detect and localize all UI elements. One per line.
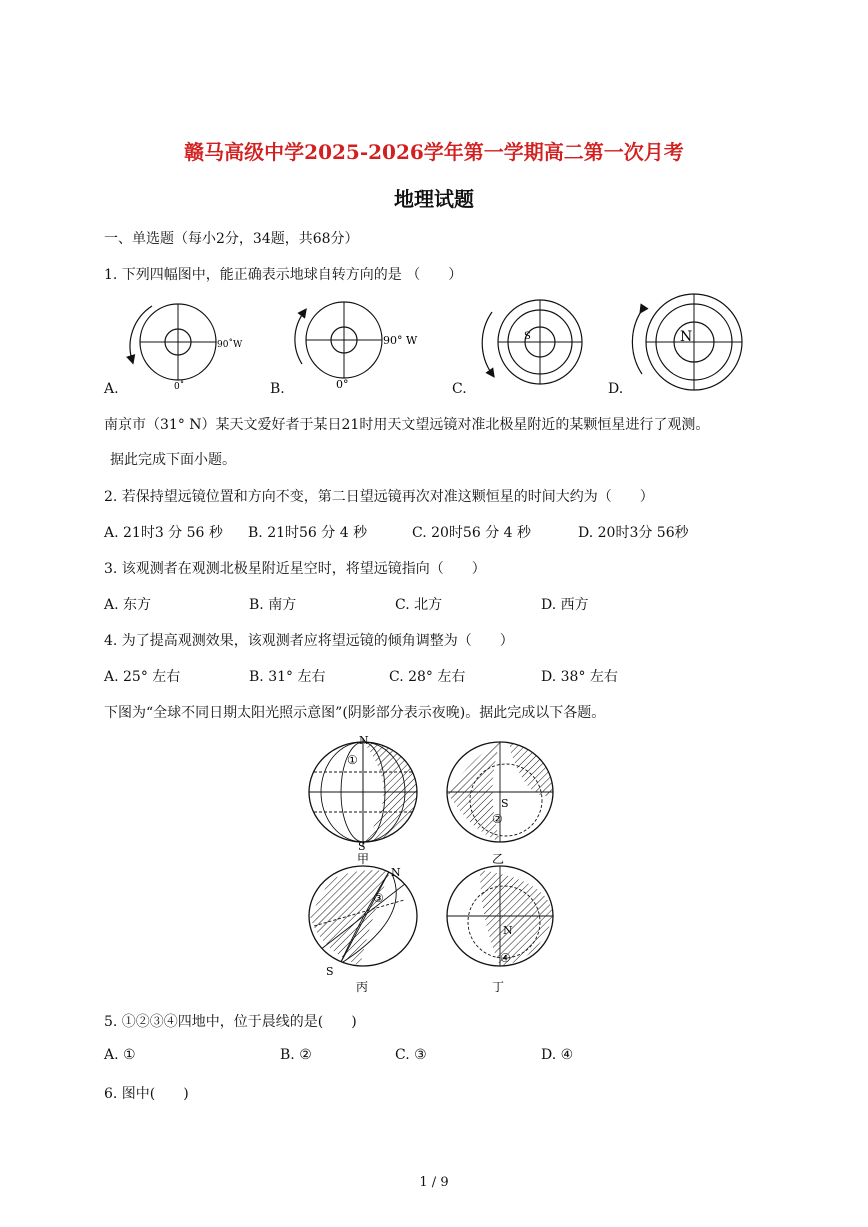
q2-stem: 2. 若保持望远镜位置和方向不变，第二日望远镜再次对准这颗恒星的时间大约为（ ） bbox=[104, 489, 654, 505]
page-number: 1 / 9 bbox=[419, 1175, 449, 1190]
q5-option-b: B. ② bbox=[280, 1047, 312, 1063]
q4-stem: 4. 为了提高观测效果，该观测者应将望远镜的倾角调整为（ ） bbox=[104, 633, 514, 649]
q5-option-a: A. ① bbox=[104, 1047, 136, 1063]
q3-stem: 3. 该观测者在观测北极星附近星空时，将望远镜指向（ ） bbox=[104, 561, 486, 577]
globe-yi bbox=[447, 742, 560, 866]
figure-b bbox=[295, 302, 418, 391]
section-heading: 一、单选题（每小2分，34题，共68分） bbox=[104, 231, 359, 247]
q5-option-d: D. ④ bbox=[541, 1047, 574, 1063]
q1-option-b: B. bbox=[270, 381, 285, 397]
q1-option-a: A. bbox=[104, 381, 119, 397]
q2-option-b: B. 21时56 分 4 秒 bbox=[248, 525, 368, 541]
q2-option-a: A. 21时3 分 56 秒 bbox=[104, 525, 223, 541]
ding-label: 丁 bbox=[492, 980, 505, 994]
q3-option-b: B. 南方 bbox=[249, 597, 297, 613]
jia-south-label: S bbox=[358, 840, 366, 853]
q3-option-c: C. 北方 bbox=[395, 597, 443, 613]
context-1-line-1: 南京市（31° N）某天文爱好者于某日21时用天文望远镜对准北极星附近的某颗恒星进行了观测。 bbox=[104, 417, 710, 433]
q3-option-a: A. 东方 bbox=[104, 597, 152, 613]
fig-a-meridian-label: 90˚W bbox=[217, 340, 243, 350]
q1-figures bbox=[100, 292, 760, 402]
q4-option-d: D. 38° 左右 bbox=[541, 669, 618, 685]
q5-stem: 5. ①②③④四地中，位于晨线的是( ) bbox=[104, 1014, 357, 1030]
fig-b-meridian-label: 90° W bbox=[383, 334, 418, 347]
q1-stem: 1. 下列四幅图中，能正确表示地球自转方向的是 （ ） bbox=[104, 267, 463, 283]
fig-a-zero-label: 0˚ bbox=[174, 382, 185, 392]
figure-a bbox=[130, 304, 243, 392]
ding-point-4: ④ bbox=[500, 951, 511, 965]
bing-point-3: ③ bbox=[373, 891, 384, 905]
bing-south-label: S bbox=[326, 965, 334, 978]
bing-label: 丙 bbox=[356, 980, 369, 994]
globe-jia bbox=[309, 734, 430, 866]
jia-point-1: ① bbox=[347, 753, 358, 767]
globe-bing bbox=[309, 866, 417, 994]
yi-point-2: ② bbox=[492, 812, 503, 826]
q1-option-d: D. bbox=[608, 381, 624, 397]
figure-d bbox=[632, 294, 742, 390]
q6-stem: 6. 图中( ) bbox=[104, 1086, 189, 1102]
q4-option-b: B. 31° 左右 bbox=[249, 669, 326, 685]
jia-north-label: N bbox=[359, 734, 369, 747]
fig-c-pole-label: S bbox=[524, 331, 531, 342]
context-2: 下图为“全球不同日期太阳光照示意图”(阴影部分表示夜晚)。据此完成以下各题。 bbox=[104, 705, 606, 721]
q2-option-d: D. 20时3分 56秒 bbox=[578, 525, 689, 541]
jia-label: 甲 bbox=[357, 852, 370, 866]
illumination-figure bbox=[300, 730, 570, 1000]
q1-option-c: C. bbox=[452, 381, 467, 397]
figure-c bbox=[482, 300, 582, 384]
yi-south-label: S bbox=[501, 797, 509, 810]
globe-ding bbox=[447, 866, 553, 994]
q5-option-c: C. ③ bbox=[395, 1047, 427, 1063]
exam-title: 赣马高级中学2025-2026学年第一学期高二第一次月考 bbox=[184, 140, 684, 164]
q2-option-c: C. 20时56 分 4 秒 bbox=[412, 525, 531, 541]
yi-label: 乙 bbox=[492, 852, 505, 866]
fig-d-pole-label: N bbox=[680, 329, 693, 345]
q4-option-c: C. 28° 左右 bbox=[389, 669, 466, 685]
bing-north-label: N bbox=[391, 866, 401, 879]
q4-option-a: A. 25° 左右 bbox=[104, 669, 181, 685]
fig-b-zero-label: 0° bbox=[336, 378, 349, 391]
q3-option-d: D. 西方 bbox=[541, 597, 589, 613]
subject-title: 地理试题 bbox=[394, 187, 474, 211]
context-1-line-2: 据此完成下面小题。 bbox=[110, 452, 236, 468]
ding-north-label: N bbox=[503, 924, 513, 937]
